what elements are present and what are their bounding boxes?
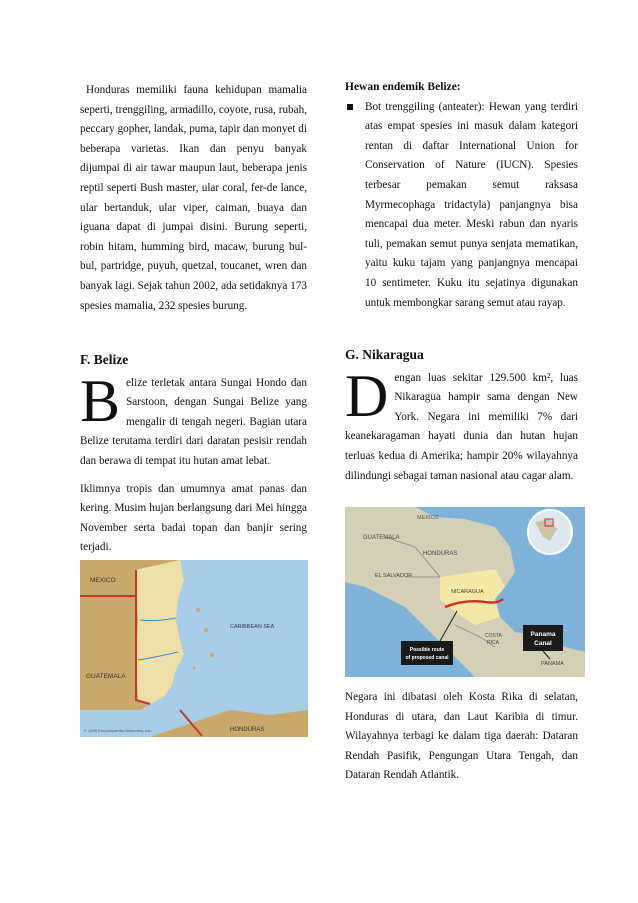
route-label-1: Possible route [409, 647, 445, 653]
panama-canal-label-2: Canal [534, 640, 552, 647]
belize-map [80, 560, 308, 737]
nikaragua-map [345, 507, 585, 677]
map-copyright: © 1999 Encyclopaedia Britannica, Inc. [84, 728, 152, 733]
honduras-fauna-paragraph: Honduras memiliki fauna kehidupan mamalia seperti, trenggiling, armadillo, coyote, rusa, rubah, peccary gopher, landak, puma, tapir dan monyet di beberapa varietas. Ikan dan penyu banyak dijumpai di air tawar maupun laut, beberapa jenis reptil seperti Bush master, ular coral, fer-de lance, ular bertanduk, ular viper, caiman, buaya dan iguana dapat di jumpai disini. Burung seperti, robin hitam, humming bird, macaw, burung bul-bul, partridge, puyuh, quetzal, toucanet, wren dan banyak lagi. Sejak tahun 2002, ada setidaknya 173 spesies mamalia, 232 spesies burung. [80, 84, 307, 312]
nikaragua-body [345, 362, 578, 487]
nikaragua-dropcap: D [345, 362, 389, 429]
panama-canal-callout [523, 625, 563, 651]
panama-canal-label-1: Panama [530, 631, 556, 638]
belize-paragraph-1: elize terletak antara Sungai Hondo dan Sarstoon, dengan Sungai Belize yang mengalir di tengah negeri. Bagian utara Belize terutama terdiri dari daratan pesisir rendah dan berawa di tempat itu hutan amat lebat. [80, 376, 307, 467]
map-label-honduras: HONDURAS [230, 727, 265, 733]
belize-section [80, 350, 307, 558]
map-label-nicaragua: NICARAGUA [451, 589, 484, 595]
belize-endemic-bullet-text: Bot trenggiling (anteater): Hewan yang terdiri atas empat spesies ini masuk dalam kategori rentan di daftar International Union for Conservation of Nature (IUCN). Spesies terbesar pemakan semut raksasa Myrmecophaga tridactyla) panjangnya bisa mencapai dua meter. Meski rabun dan nyaris tuli, pemakan semut punya senjata mematikan, yaitu kuku tajam yang panjangnya mencapai 10 sentimeter. Kuku itu sejatinya digunakan untuk membongkar sarang semut atau rayap. [365, 100, 578, 309]
map-label-panama: PANAMA [541, 661, 564, 667]
belize-paragraph-2: Iklimnya tropis dan umumnya amat panas dan kering. Musim hujan berlangsung dari Mei hingga November serta badai topan dan banjir sering terjadi. [80, 482, 307, 554]
map-label-mexico: MEXICO [90, 577, 116, 584]
belize-map-graphic [80, 560, 308, 737]
map-label-guatemala: GUATEMALA [363, 535, 400, 541]
island-icon [196, 608, 200, 612]
nikaragua-heading: G. Nikaragua [345, 347, 424, 362]
map-label-el-salvador: EL SALVADOR [375, 573, 413, 579]
honduras-fauna-section [80, 81, 307, 316]
nikaragua-section [345, 345, 578, 486]
route-label-2: of proposed canal [405, 655, 449, 661]
belize-endemic-section [345, 78, 578, 313]
square-bullet-icon [347, 104, 353, 110]
map-label-honduras: HONDURAS [423, 551, 458, 557]
belize-endemic-title: Hewan endemik Belize: [345, 81, 461, 93]
route-callout [401, 641, 453, 665]
belize-body [80, 367, 307, 472]
island-icon [192, 666, 195, 669]
map-label-costa-rica-1: COSTA [485, 633, 502, 639]
map-label-guatemala: GUATEMALA [86, 673, 126, 680]
belize-dropcap: B [80, 367, 121, 434]
nikaragua-map-graphic [345, 507, 585, 677]
map-label-mexico: MEXICO [417, 515, 439, 521]
island-icon [210, 653, 214, 657]
island-icon [204, 628, 208, 632]
list-item [345, 98, 578, 314]
belize-heading: F. Belize [80, 352, 129, 367]
nikaragua-paragraph-2: Negara ini dibatasi oleh Kosta Rika di selatan, Honduras di utara, dan Laut Karibia di timur. Wilayahnya terbagi ke dalam tiga daerah: Dataran Rendah Pasifik, Pengungan Utara Tengah, dan Dataran Rendah Atlantik. [345, 691, 578, 782]
map-label-costa-rica-2: RICA [487, 640, 499, 646]
map-label-sea: CARIBBEAN SEA [230, 624, 275, 630]
nikaragua-borders-section [345, 688, 578, 786]
nikaragua-paragraph-1: engan luas sekitar 129.500 km², luas Nikaragua hampir sama dengan New York. Negara ini memiliki 7% dari keanekaragaman hayati dunia dan hutan hujan terluas kedua di Amerika; hampir 20% wilayahnya dilindungi sebagai taman nasional atau cagar alam. [345, 371, 578, 482]
belize-endemic-list [345, 98, 578, 314]
